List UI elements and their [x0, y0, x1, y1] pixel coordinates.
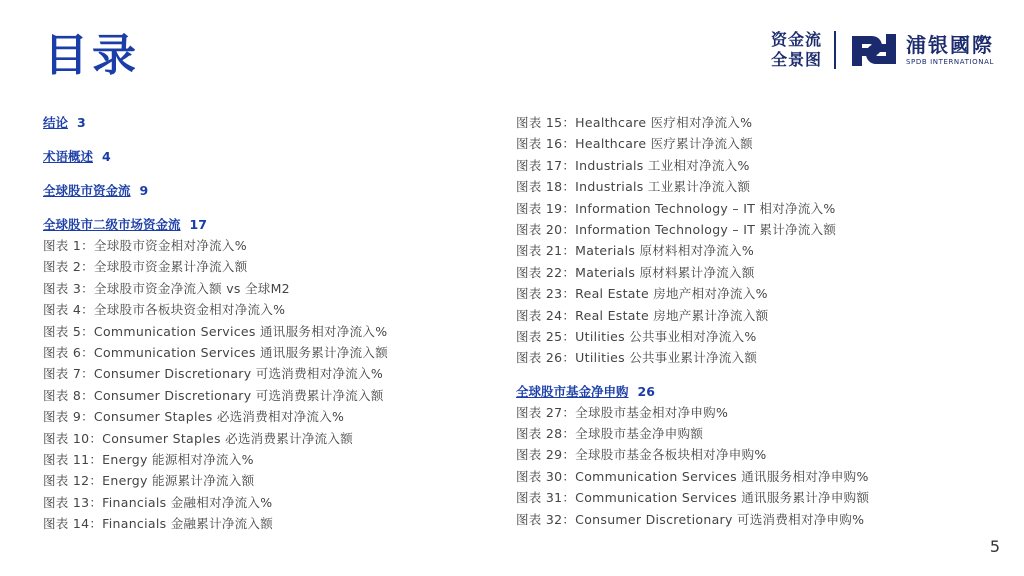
- toc-item[interactable]: 图表 30：Communication Services 通讯服务相对净申购%: [516, 468, 869, 484]
- toc-item[interactable]: 图表 20：Information Technology – IT 累计净流入额: [516, 221, 837, 237]
- toc-section-page: 26: [637, 383, 655, 399]
- toc-item[interactable]: 图表 25：Utilities 公共事业相对净流入%: [516, 328, 757, 344]
- toc-item[interactable]: 图表 12：Energy 能源累计净流入额: [43, 473, 255, 489]
- page-number: 5: [989, 537, 1000, 556]
- toc-item[interactable]: 图表 19：Information Technology – IT 相对净流入%: [516, 200, 836, 216]
- toc-item[interactable]: 图表 16：Healthcare 医疗累计净流入额: [516, 136, 753, 152]
- toc-right-column: [516, 112, 996, 530]
- toc-section-title: 全球股市资金流: [43, 183, 131, 198]
- toc-item[interactable]: 图表 10：Consumer Staples 必选消费累计净流入额: [43, 430, 354, 446]
- logo-name-en: SPDB INTERNATIONAL: [905, 58, 994, 66]
- toc-spacer: [516, 369, 996, 381]
- toc-item[interactable]: 图表 7：Consumer Discretionary 可选消费相对净流入%: [43, 366, 384, 382]
- toc-item[interactable]: 图表 22：Materials 原材料累计净流入额: [516, 264, 755, 280]
- toc-section-title: 全球股市基金净申购: [516, 383, 629, 399]
- toc-section-page: 4: [102, 149, 111, 164]
- toc-section-secondary-market[interactable]: [43, 214, 483, 235]
- toc-item[interactable]: 图表 3：全球股市资金净流入额 vs 全球M2: [43, 280, 290, 296]
- toc-item[interactable]: 图表 27：全球股市基金相对净申购%: [516, 404, 729, 420]
- page-title: 目录: [44, 30, 140, 81]
- toc-item[interactable]: 图表 17：Industrials 工业相对净流入%: [516, 157, 750, 173]
- toc-item[interactable]: 图表 31：Communication Services 通讯服务累计净申购额: [516, 490, 870, 506]
- toc-item[interactable]: 图表 9：Consumer Staples 必选消费相对净流入%: [43, 409, 345, 425]
- logo-divider: [834, 31, 836, 69]
- toc-item[interactable]: 图表 26：Utilities 公共事业累计净流入额: [516, 350, 758, 366]
- toc-item[interactable]: 图表 2：全球股市资金累计净流入额: [43, 259, 248, 275]
- toc-section-title: 术语概述: [43, 149, 94, 164]
- toc-section-title: 结论: [43, 115, 69, 130]
- toc-item[interactable]: 图表 4：全球股市各板块资金相对净流入%: [43, 302, 286, 318]
- toc-item[interactable]: 图表 1：全球股市资金相对净流入%: [43, 238, 247, 253]
- toc-item[interactable]: 图表 32：Consumer Discretionary 可选消费相对净申购%: [516, 511, 865, 527]
- toc-section-conclusion[interactable]: [43, 112, 483, 133]
- logo-subtitle-line1: 资金流: [770, 30, 822, 49]
- toc-item[interactable]: 图表 11：Energy 能源相对净流入%: [43, 451, 254, 467]
- logo-name: 浦银國際: [905, 33, 994, 57]
- toc-section-page: 17: [189, 217, 207, 232]
- toc-item[interactable]: 图表 13：Financials 金融相对净流入%: [43, 494, 273, 510]
- toc-section-page: 9: [139, 183, 149, 198]
- toc-item[interactable]: 图表 29：全球股市基金各板块相对净申购%: [516, 447, 767, 463]
- toc-section-terms[interactable]: [43, 146, 483, 167]
- logo-subtitle: [771, 30, 822, 70]
- logo-subtitle-line2: 全景图: [770, 50, 822, 69]
- toc-section-title: 全球股市二级市场资金流: [43, 217, 181, 232]
- toc-item[interactable]: 图表 24：Real Estate 房地产累计净流入额: [516, 307, 769, 323]
- toc-item[interactable]: 图表 14：Financials 金融累计净流入额: [43, 516, 274, 532]
- toc-section-page: 3: [77, 115, 86, 130]
- toc-section-fund-subscription[interactable]: [516, 381, 996, 402]
- toc-item[interactable]: 图表 23：Real Estate 房地产相对净流入%: [516, 286, 768, 302]
- toc-left-column: [43, 112, 483, 534]
- toc-item[interactable]: 图表 28：全球股市基金净申购额: [516, 426, 704, 442]
- toc-item[interactable]: 图表 21：Materials 原材料相对净流入%: [516, 243, 755, 259]
- toc-item[interactable]: 图表 15：Healthcare 医疗相对净流入%: [516, 115, 753, 130]
- company-logo: [771, 26, 994, 74]
- toc-item[interactable]: 图表 8：Consumer Discretionary 可选消费累计净流入额: [43, 387, 384, 403]
- toc-section-global-flow[interactable]: [43, 180, 483, 201]
- toc-item[interactable]: 图表 6：Communication Services 通讯服务累计净流入额: [43, 344, 389, 360]
- logo-text: [906, 33, 994, 67]
- spdb-logo-mark-icon: [848, 30, 900, 70]
- toc-item[interactable]: 图表 5：Communication Services 通讯服务相对净流入%: [43, 323, 388, 339]
- toc-item[interactable]: 图表 18：Industrials 工业累计净流入额: [516, 179, 751, 195]
